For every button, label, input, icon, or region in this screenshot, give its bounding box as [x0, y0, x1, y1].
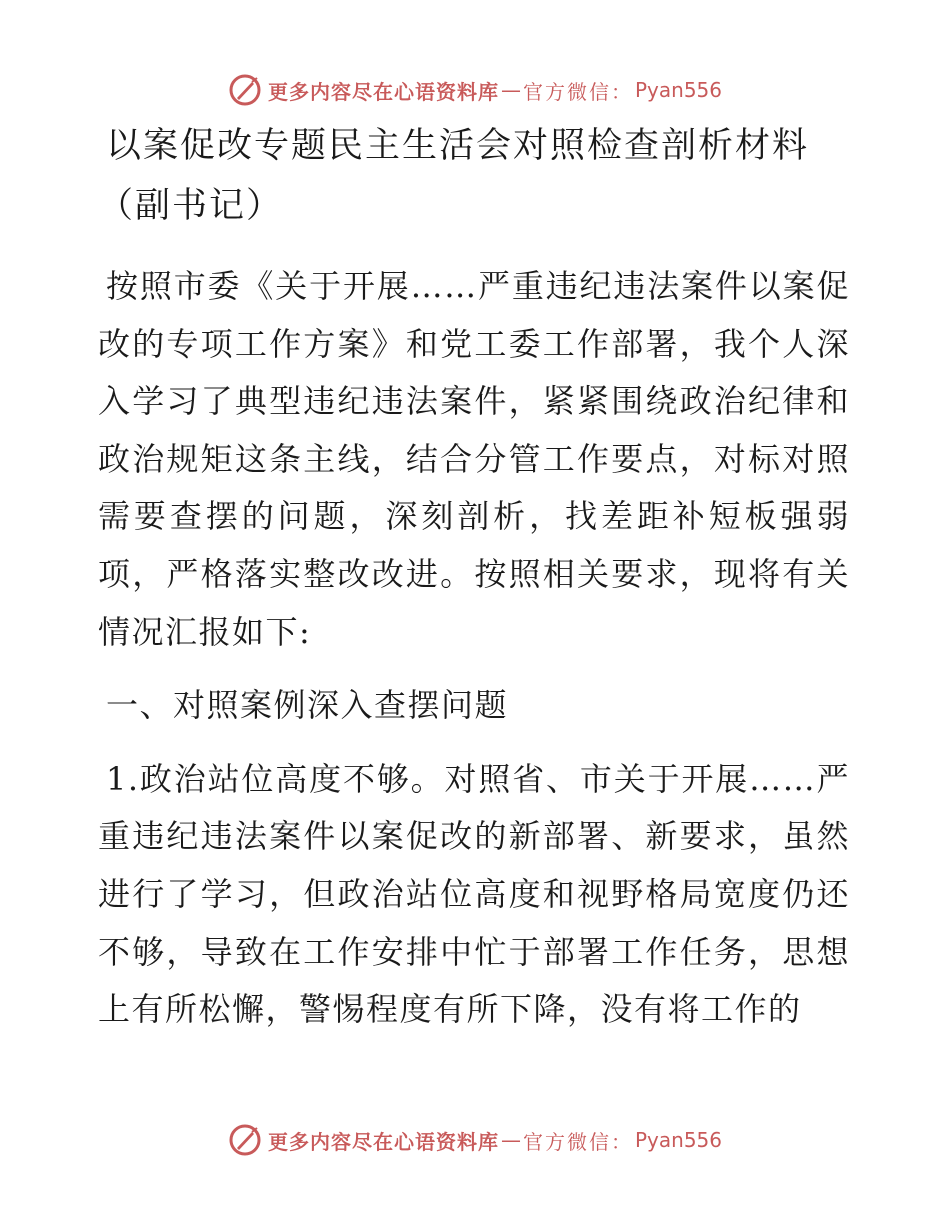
watermark-main-text: 更多内容尽在心语资料库	[267, 1129, 499, 1154]
section-heading: 一、对照案例深入查摆问题	[106, 686, 509, 725]
intro-paragraph: 按照市委《关于开展……严重违纪违法案件以案促改的专项工作方案》和党工委工作部署，我个人深入学习了典型违纪违法案件，紧紧围绕政治纪律和政治规矩这条主线，结合分管工作要点，对标对照需要查摆的问题，深刻剖析，找差距补短板强弱项，严格落实整改改进。按照相关要求，现将有关情况汇报如下:	[98, 267, 850, 651]
watermark-wechat-label: 官方微信：	[522, 1129, 633, 1154]
watermark-banner-bottom	[0, 1122, 950, 1158]
watermark-wechat-label: 官方微信：	[522, 79, 633, 104]
watermark-dash: —	[500, 1128, 521, 1152]
item-1-paragraph: 1.政治站位高度不够。对照省、市关于开展……严重违纪违法案件以案促改的新部署、新要求，虽然进行了学习，但政治站位高度和视野格局宽度仍还不够，导致在工作安排中忙于部署工作任务，思想上有所松懈，警惕程度有所下降，没有将工作的	[98, 759, 850, 1029]
watermark-dash: —	[500, 78, 521, 102]
quill-logo-icon	[228, 1123, 262, 1157]
watermark-main-text: 更多内容尽在心语资料库	[267, 79, 499, 104]
quill-logo-icon	[228, 73, 262, 107]
watermark-wechat-id: Pyan556	[634, 78, 722, 102]
watermark-banner-top	[0, 72, 950, 108]
document-body	[98, 116, 850, 1039]
watermark-wechat-id: Pyan556	[634, 1128, 722, 1152]
document-title: 以案促改专题民主生活会对照检查剖析材料（副书记）	[98, 126, 810, 226]
